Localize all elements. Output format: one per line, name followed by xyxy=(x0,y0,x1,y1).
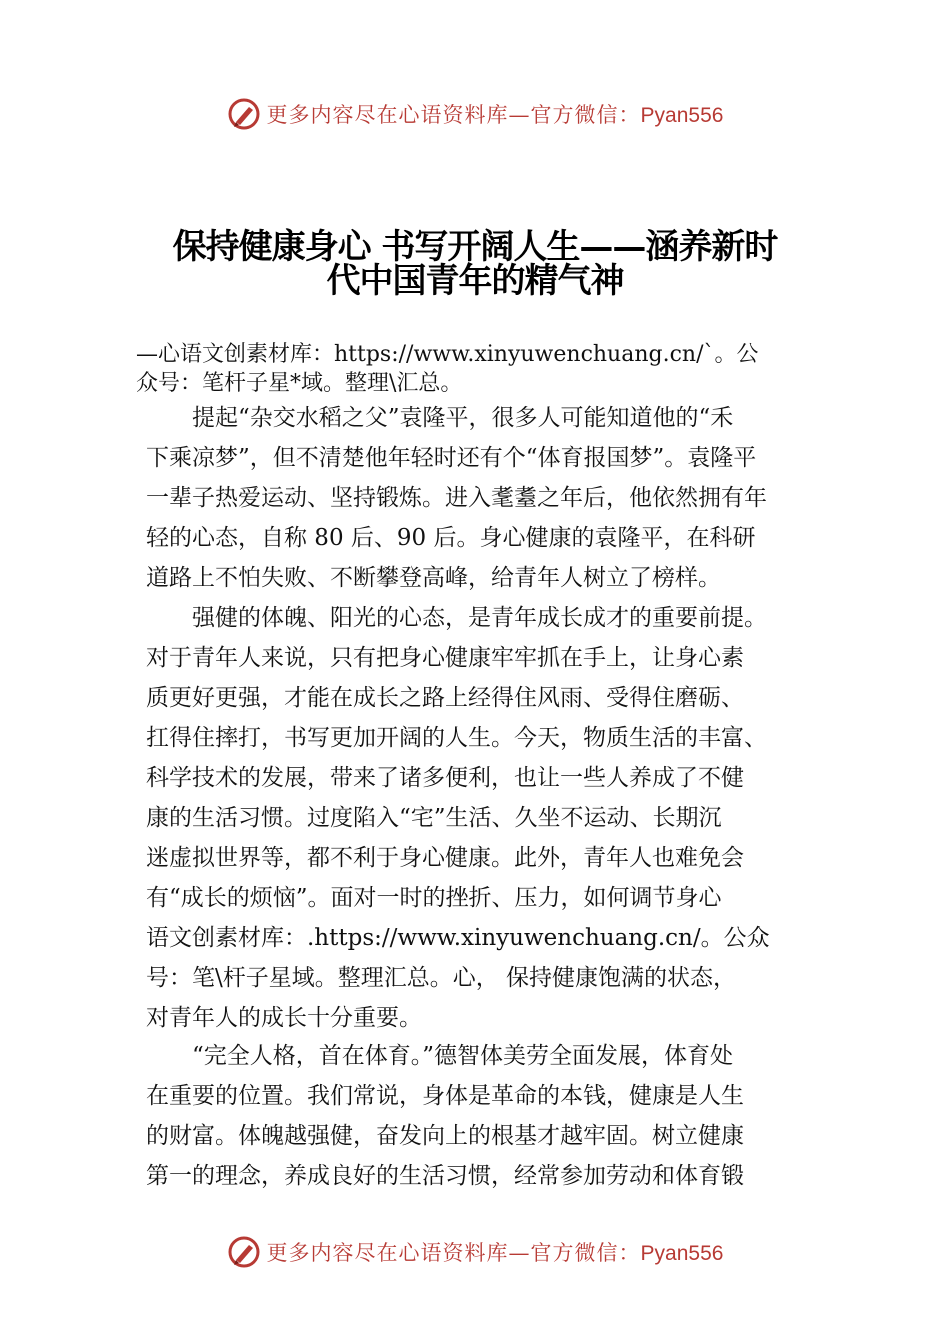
paragraph-line: 号：笔\杆子星域。整理汇总。心， 保持健康饱满的状态， xyxy=(146,965,737,991)
paragraph-line: 对青年人的成长十分重要。 xyxy=(146,1005,422,1031)
banner-text: 更多内容尽在心语资料库—官方微信：Pyan556 xyxy=(266,103,724,127)
paragraph-2 xyxy=(146,598,836,1038)
wechat-id: Pyan556 xyxy=(640,104,724,127)
banner-text: 更多内容尽在心语资料库—官方微信：Pyan556 xyxy=(266,1241,724,1265)
paragraph-line: 的财富。体魄越强健，奋发向上的根基才越牢固。树立健康 xyxy=(146,1123,744,1149)
paragraph-line: 康的生活习惯。过度陷入“宅”生活、久坐不运动、长期沉 xyxy=(146,805,722,831)
paragraph-line: 下乘凉梦”，但不清楚他年轻时还有个“体育报国梦”。袁隆平 xyxy=(146,445,757,471)
wechat-id: Pyan556 xyxy=(640,1242,724,1265)
footer-banner xyxy=(0,1232,950,1272)
source-line-2: 众号：笔杆子星*域。整理\汇总。 xyxy=(136,371,463,396)
paragraph-line: 提起“杂交水稻之父”袁隆平，很多人可能知道他的“禾 xyxy=(192,405,734,431)
paragraph-line: 扛得住摔打，书写更加开阔的人生。今天，物质生活的丰富、 xyxy=(146,725,767,751)
paragraph-line: 对于青年人来说，只有把身心健康牢牢抓在手上，让身心素 xyxy=(146,645,744,671)
paragraph-3 xyxy=(146,1036,836,1196)
paragraph-1 xyxy=(146,398,836,598)
paragraph-line: 轻的心态，自称 80 后、90 后。身心健康的袁隆平，在科研 xyxy=(146,525,756,551)
source-line-1: —心语文创素材库：https://www.xinyuwenchuang.cn/`。公 xyxy=(136,342,759,367)
paragraph-line: 语文创素材库：.https://www.xinyuwenchuang.cn/。公众 xyxy=(146,925,770,951)
paragraph-line: “完全人格，首在体育。”德智体美劳全面发展，体育处 xyxy=(192,1043,734,1069)
title-line-1: 保持健康身心 书写开阔人生——涵养新时 xyxy=(172,227,778,267)
paragraph-line: 道路上不怕失败、不断攀登高峰，给青年人树立了榜样。 xyxy=(146,565,721,591)
paragraph-line: 迷虚拟世界等，都不利于身心健康。此外，青年人也难免会 xyxy=(146,845,744,871)
pen-logo-icon xyxy=(227,1235,261,1269)
title-line-2: 代中国青年的精气神 xyxy=(326,261,624,301)
header-banner xyxy=(0,94,950,134)
paragraph-line: 科学技术的发展，带来了诸多便利，也让一些人养成了不健 xyxy=(146,765,744,791)
paragraph-line: 有“成长的烦恼”。面对一时的挫折、压力，如何调节身心 xyxy=(146,885,722,911)
paragraph-line: 一辈子热爱运动、坚持锻炼。进入耄耋之年后，他依然拥有年 xyxy=(146,485,767,511)
paragraph-line: 强健的体魄、阳光的心态，是青年成长成才的重要前提。 xyxy=(192,605,767,631)
paragraph-line: 在重要的位置。我们常说，身体是革命的本钱，健康是人生 xyxy=(146,1083,744,1109)
paragraph-line: 第一的理念，养成良好的生活习惯，经常参加劳动和体育锻 xyxy=(146,1163,744,1189)
source-note xyxy=(136,340,836,398)
page-title xyxy=(120,227,830,301)
paragraph-line: 质更好更强，才能在成长之路上经得住风雨、受得住磨砺、 xyxy=(146,685,744,711)
pen-logo-icon xyxy=(227,97,261,131)
